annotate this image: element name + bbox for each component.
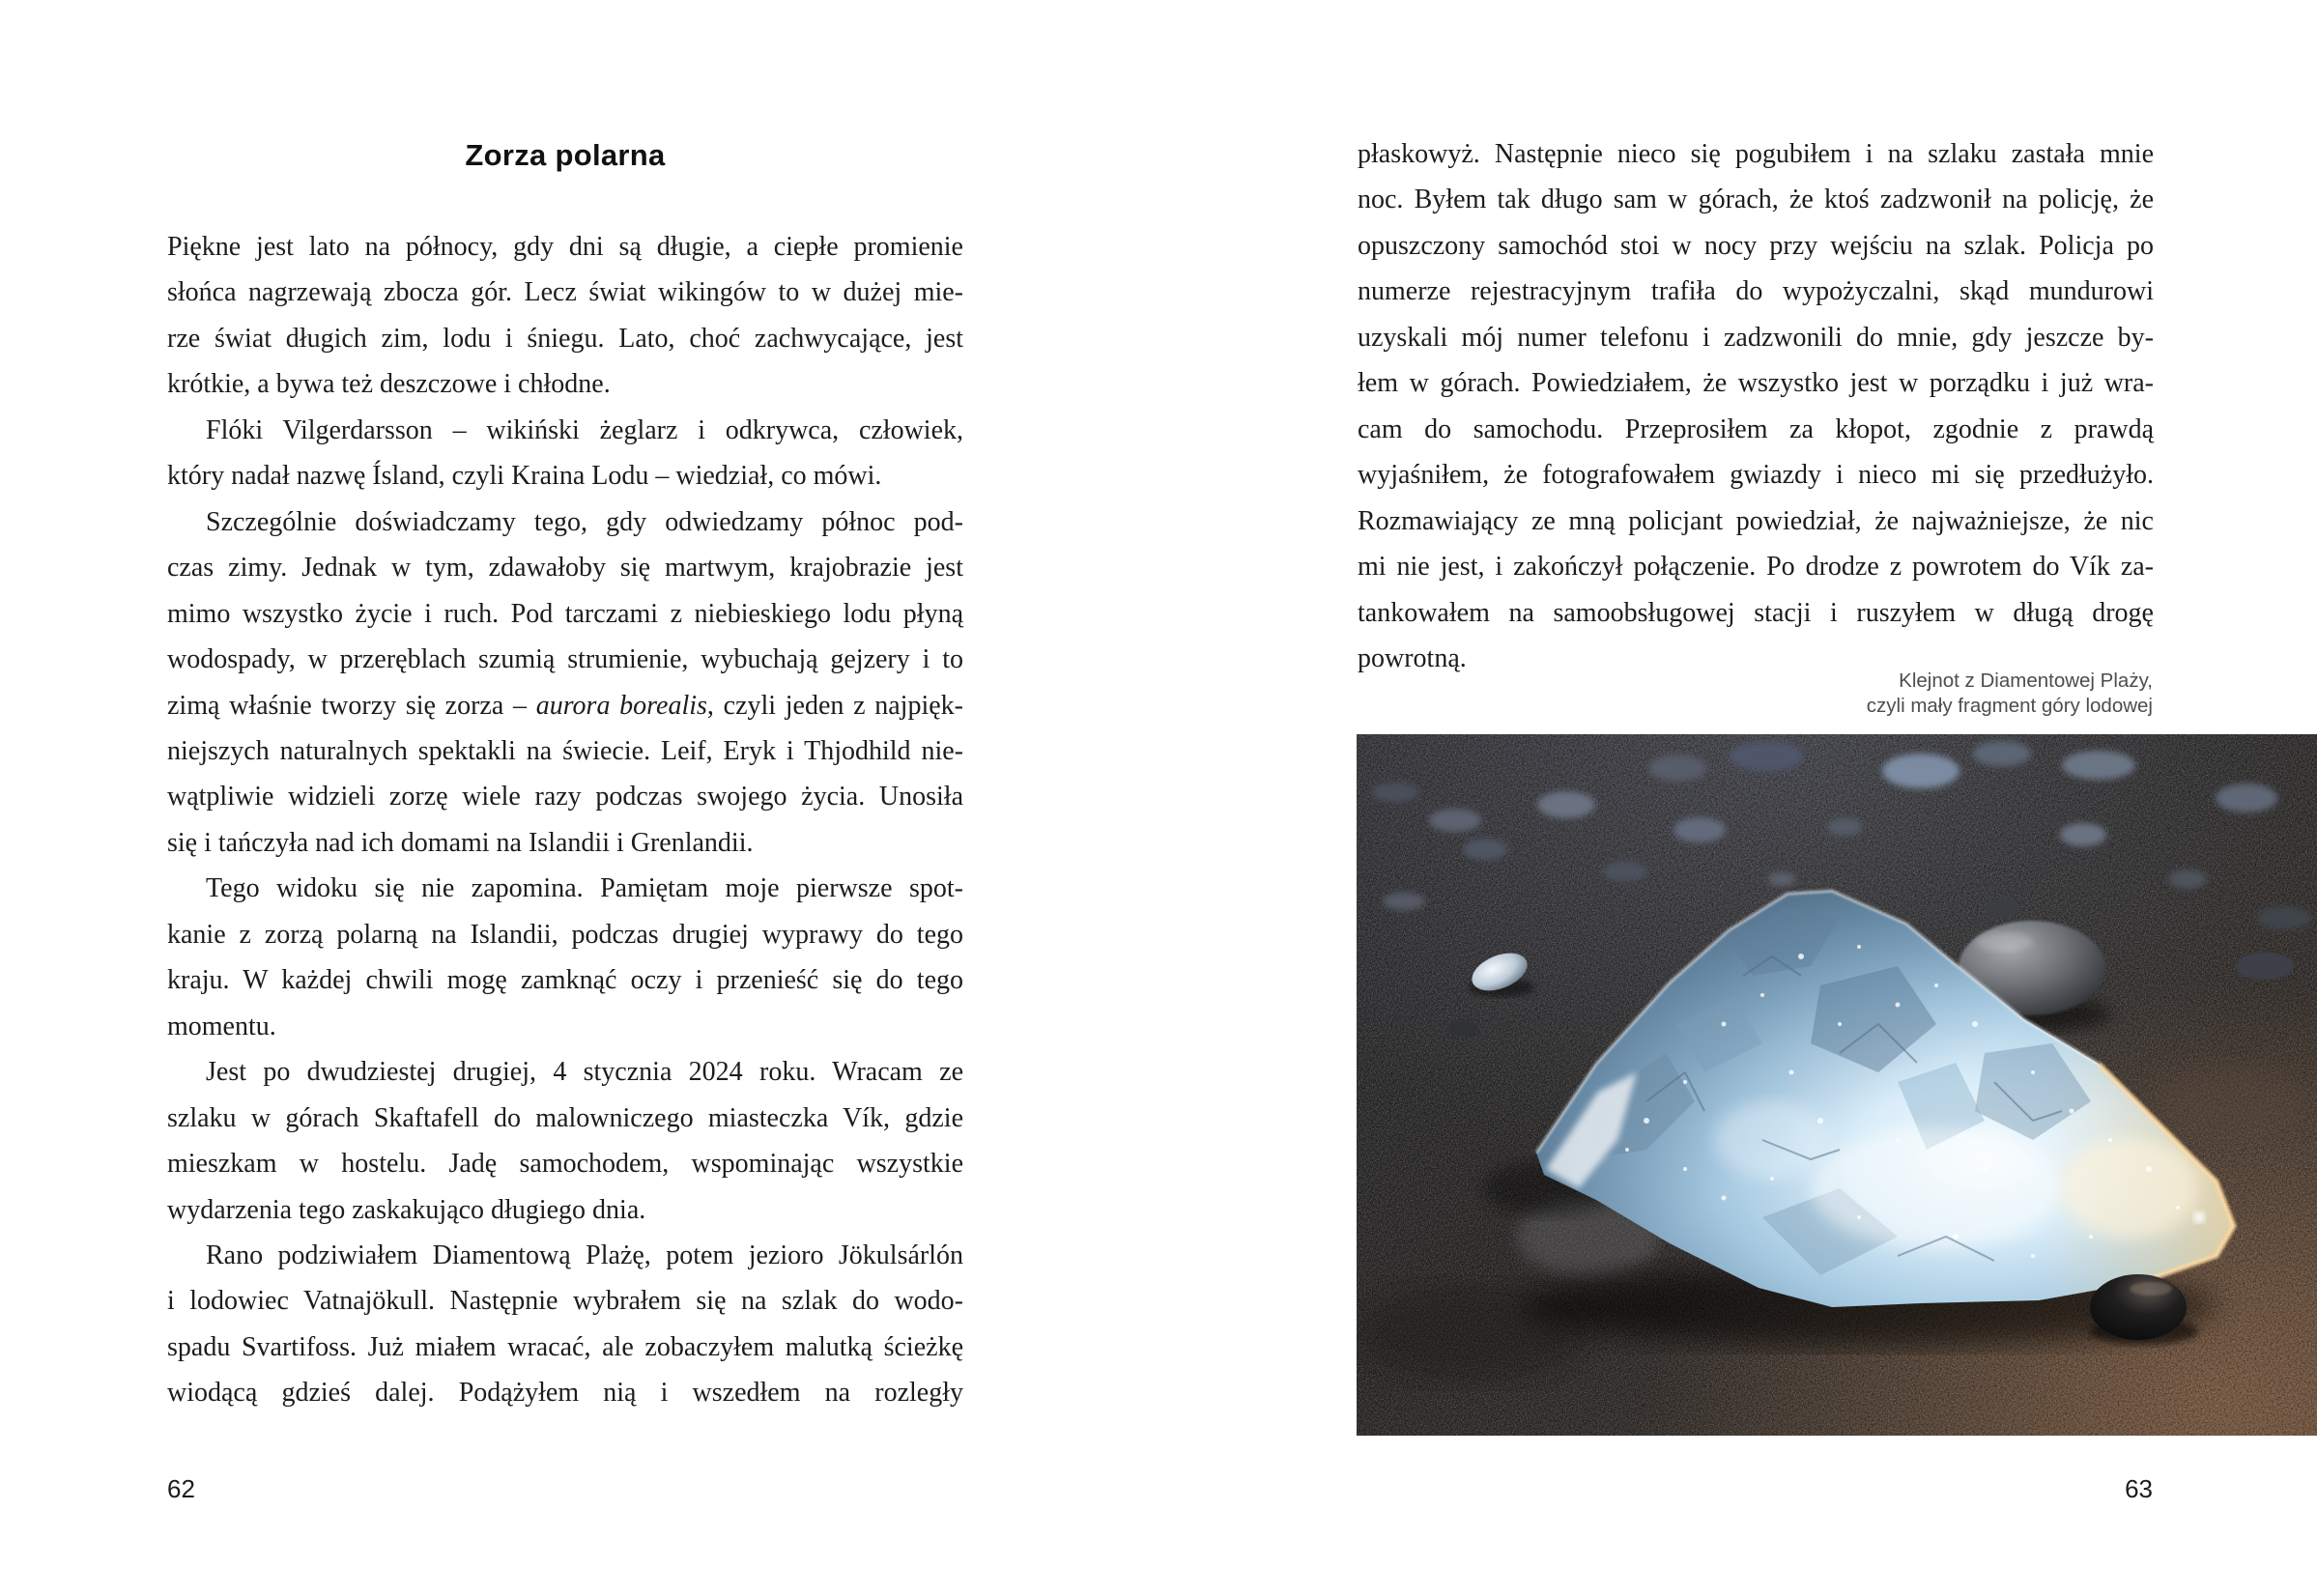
text-line: wiodącą gdzieś dalej. Podążyłem nią i wszedłem na rozległy [167,1378,963,1409]
caption-line: czyli mały fragment góry lodowej [1866,695,2153,717]
text-line: momentu. [167,1011,276,1041]
text-line: powrotną. [1358,642,1467,673]
text-line: wodospady, w przeręblach szumią strumienie, wybuchają gejzery i to [167,644,963,675]
text-line [167,683,963,728]
text-line: wątpliwie widzieli zorzę wiele razy podczas swojego życia. Unosiła [167,782,963,812]
text-line: mieszkam w hostelu. Jadę samochodem, wspominając wszystkie [167,1149,963,1180]
text-line: i lodowiec Vatnajökull. Następnie wybrałem się na szlak do wodo- [167,1286,963,1317]
paragraph [167,499,963,867]
paragraph [167,408,963,499]
page-number: 63 [2125,1474,2153,1503]
paragraph [167,1233,963,1416]
right-page-text [1358,131,2154,681]
paragraph [167,1049,963,1233]
photo-svg [1357,734,2317,1436]
text-line: tankowałem na samoobsługowej stacji i ruszyłem w długą drogę [1358,597,2154,628]
caption-line: Klejnot z Diamentowej Plaży, [1899,670,2153,692]
text-line: Jest po dwudziestej drugiej, 4 stycznia 2024 roku. Wracam ze [206,1057,963,1088]
text-line: Piękne jest lato na północy, gdy dni są długie, a ciepłe promienie [167,232,963,262]
text-line: Rozmawiający ze mną policjant powiedział, że najważniejsze, że nic [1358,505,2154,536]
text-line: Flóki Vilgerdarsson – wikiński żeglarz i odkrywca, człowiek, [206,414,963,445]
text-line: słońca nagrzewają zbocza gór. Lecz świat wikingów to w dużej mie- [167,277,963,308]
text-line: szlaku w górach Skaftafell do malowniczego miasteczka Vík, gdzie [167,1102,963,1133]
text-line: Szczególnie doświadczamy tego, gdy odwiedzamy północ pod- [206,506,963,537]
text-line: wyjaśniłem, że fotografowałem gwiazdy i nieco mi się przedłużyło. [1358,460,2154,491]
text-line: mimo wszystko życie i ruch. Pod tarczami z niebieskiego lodu płyną [167,598,963,629]
text-line: wydarzenia tego zaskakująco długiego dnia. [167,1194,646,1225]
italic-term: aurora borealis [535,690,707,721]
page-number: 62 [167,1474,195,1503]
text-line: kraju. W każdej chwili mogę zamknąć oczy i przenieść się do tego [167,965,963,996]
paragraph [167,224,963,408]
text-line: Tego widoku się nie zapomina. Pamiętam moje pierwsze spot- [206,873,963,904]
text-span: , czyli jeden z najpięk- [706,690,963,721]
text-line: mi nie jest, i zakończył połączenie. Po drodze z powrotem do Vík za- [1358,552,2154,583]
paragraph [167,866,963,1049]
text-line: płaskowyż. Następnie nieco się pogubiłem i na szlaku zastała mnie [1358,139,2154,169]
text-line: łem w górach. Powiedziałem, że wszystko jest w porządku i już wra- [1358,368,2154,399]
text-line: Rano podziwiałem Diamentową Plażę, potem jezioro Jökulsárlón [206,1240,963,1270]
paragraph [1358,131,2154,681]
photo-caption [1867,669,2153,719]
text-line: noc. Byłem tak długo sam w górach, że ktoś zadzwonił na policję, że [1358,185,2154,215]
text-line: się i tańczyła nad ich domami na Islandii i Grenlandii. [167,827,754,858]
text-line: numerze rejestracyjnym trafiła do wypożyczalni, skąd mundurowi [1358,276,2154,307]
text-line: rze świat długich zim, lodu i śniegu. Lato, choć zachwycające, jest [167,323,963,354]
text-line: kanie z zorzą polarną na Islandii, podczas drugiej wyprawy do tego [167,919,963,950]
text-line: spadu Svartifoss. Już miałem wracać, ale zobaczyłem malutką ścieżkę [167,1331,963,1362]
text-line: krótkie, a bywa też deszczowe i chłodne. [167,369,611,400]
chapter-title: Zorza polarna [465,138,666,172]
text-span: zimą właśnie tworzy się zorza – [167,690,536,721]
text-line: czas zimy. Jednak w tym, zdawałoby się martwym, krajobrazie jest [167,553,963,584]
text-line: cam do samochodu. Przeprosiłem za kłopot, zgodnie z prawdą [1358,413,2154,444]
text-line: niejszych naturalnych spektakli na świecie. Leif, Eryk i Thjodhild nie- [167,735,963,766]
text-line: uzyskali mój numer telefonu i zadzwonili do mnie, gdy jeszcze by- [1358,322,2154,353]
text-line: opuszczony samochód stoi w nocy przy wejściu na szlak. Policja po [1358,230,2154,261]
left-page-text [167,224,963,1416]
text-line: który nadał nazwę Ísland, czyli Kraina Lodu – wiedział, co mówi. [167,461,882,492]
ice-on-black-sand-photo [1357,734,2317,1436]
